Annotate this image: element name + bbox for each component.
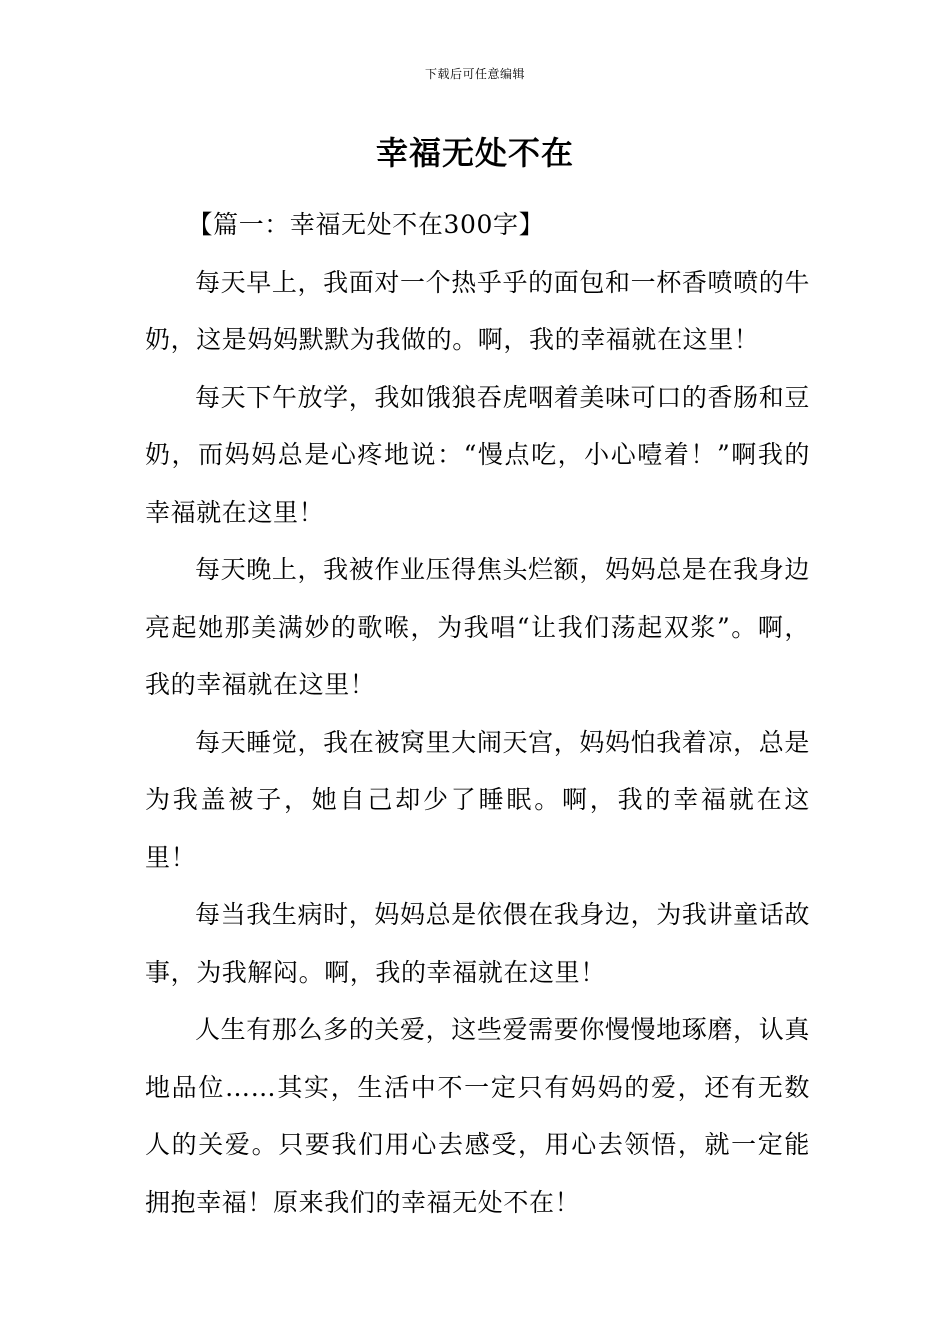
document-body xyxy=(145,196,810,1231)
section-heading: 【篇一：幸福无处不在300字】 xyxy=(187,210,545,239)
paragraph-5: 每当我生病时，妈妈总是依偎在我身边，为我讲童话故事，为我解闷。啊，我的幸福就在这里！ xyxy=(145,900,810,987)
document-title: 幸福无处不在 xyxy=(375,134,574,172)
paragraph-6: 人生有那么多的关爱，这些爱需要你慢慢地琢磨，认真地品位……其实，生活中不一定只有妈妈的爱，还有无数人的关爱。只要我们用心去感受，用心去领悟，就一定能拥抱幸福！原来我们的幸福无处不在！ xyxy=(145,1015,810,1217)
paragraph-2: 每天下午放学，我如饿狼吞虎咽着美味可口的香肠和豆奶，而妈妈总是心疼地说：“慢点吃，小心噎着！”啊我的幸福就在这里！ xyxy=(145,382,810,527)
paragraph-3: 每天晚上，我被作业压得焦头烂额，妈妈总是在我身边亮起她那美满妙的歌喉，为我唱“让我们荡起双浆”。啊，我的幸福就在这里！ xyxy=(145,555,810,699)
paragraph-1: 每天早上，我面对一个热乎乎的面包和一杯香喷喷的牛奶，这是妈妈默默为我做的。啊，我的幸福就在这里！ xyxy=(145,267,810,354)
page-header-note: 下载后可任意编辑 xyxy=(424,67,525,81)
paragraph-4: 每天睡觉，我在被窝里大闹天宫，妈妈怕我着凉，总是为我盖被子，她自己却少了睡眠。啊，我的幸福就在这里！ xyxy=(145,727,810,872)
